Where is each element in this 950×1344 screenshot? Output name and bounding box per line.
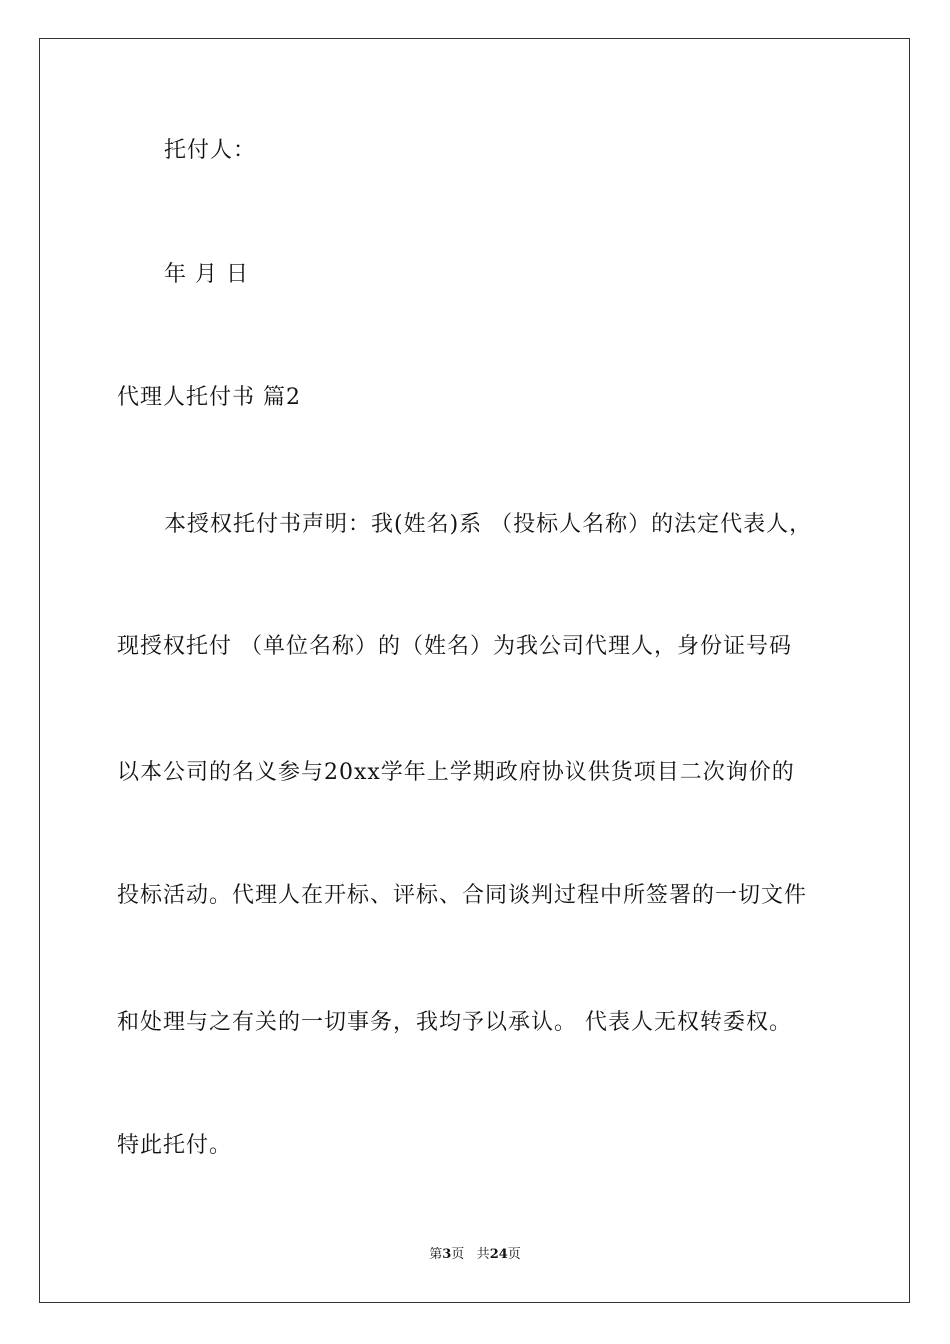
date-line: 年 月 日: [164, 262, 249, 287]
footer-total-suffix: 页: [507, 1247, 521, 1262]
paragraph-line-2: 现授权托付 （单位名称）的（姓名）为我公司代理人，身份证号码: [117, 634, 792, 659]
page-frame: [39, 38, 910, 1303]
footer-total-prefix: 共: [476, 1247, 490, 1262]
footer-page-suffix: 页: [451, 1247, 465, 1262]
footer-page-prefix: 第: [429, 1247, 443, 1262]
paragraph-line-1: 本授权托付书声明：我(姓名)系 （投标人名称）的法定代表人，: [164, 512, 813, 537]
paragraph-line-4: 投标活动。代理人在开标、评标、合同谈判过程中所签署的一切文件: [117, 883, 808, 908]
page-footer: [0, 1246, 950, 1264]
footer-page-number: 3: [442, 1247, 452, 1262]
paragraph-line-3: 以本公司的名义参与20xx学年上学期政府协议供货项目二次询价的: [117, 760, 795, 785]
paragraph-line-5: 和处理与之有关的一切事务，我均予以承认。 代表人无权转委权。: [117, 1010, 792, 1035]
closing-line: 特此托付。: [117, 1133, 233, 1158]
signatory-line: 托付人：: [164, 138, 257, 163]
section-heading: 代理人托付书 篇2: [117, 385, 301, 410]
footer-total-pages: 24: [489, 1247, 508, 1262]
